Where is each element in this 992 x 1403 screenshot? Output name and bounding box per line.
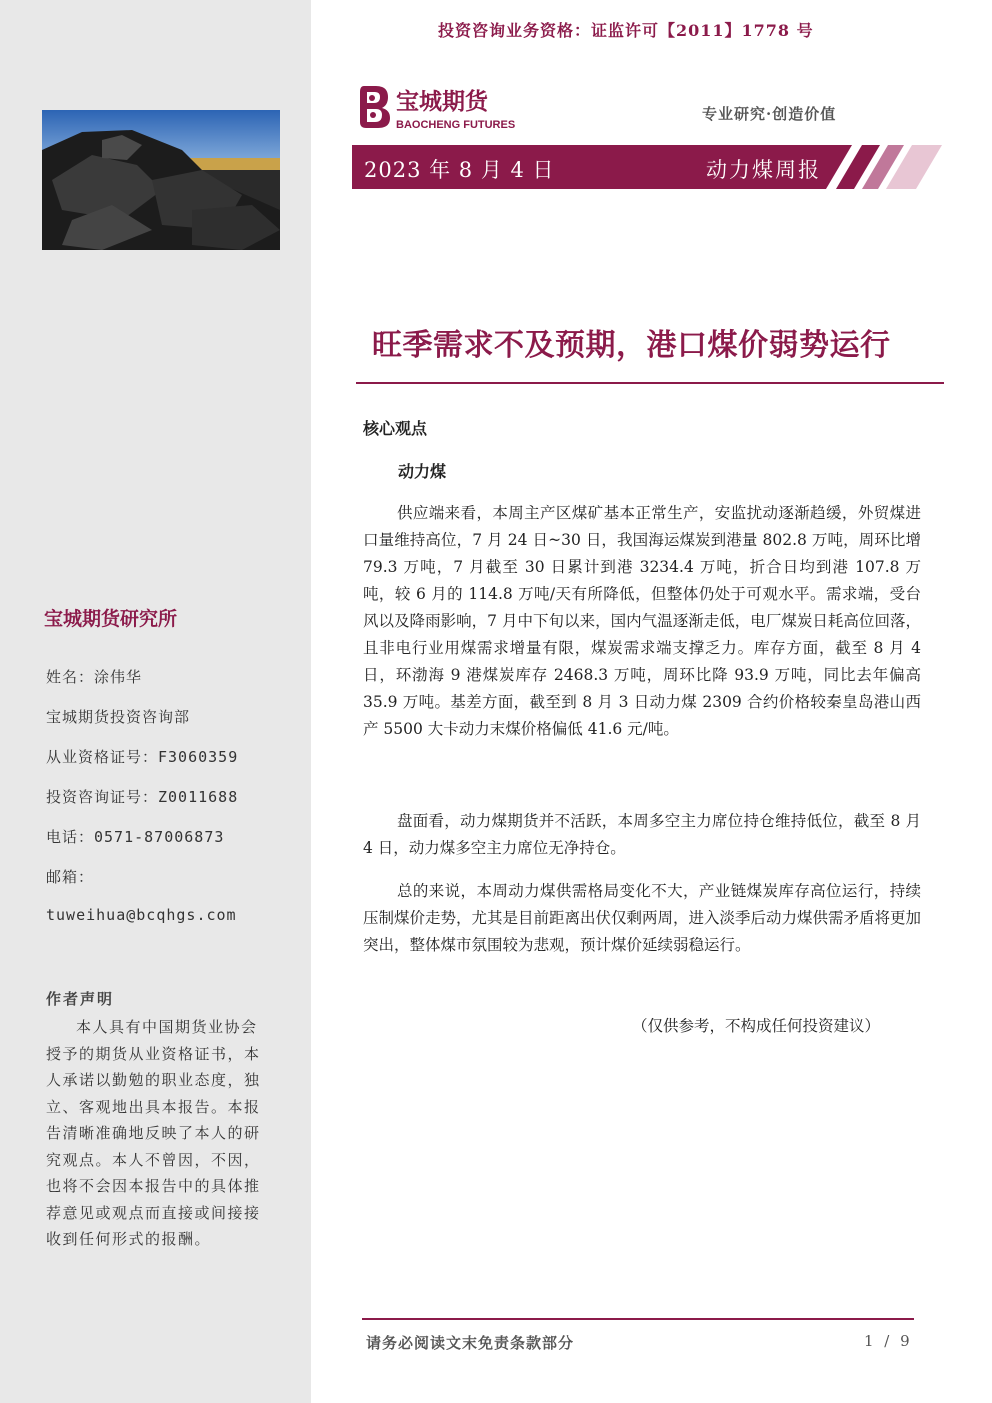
title-divider — [356, 382, 944, 384]
phone: 电话：0571-87006873 — [46, 828, 225, 846]
section-heading: 核心观点 — [363, 419, 428, 438]
qualification-number: 从业资格证号：F3060359 — [46, 748, 239, 766]
page-title: 旺季需求不及预期，港口煤价弱势运行 — [372, 328, 891, 363]
footer-divider — [362, 1318, 914, 1320]
logo-en-text: BAOCHENG FUTURES — [396, 119, 516, 131]
subsection-heading: 动力煤 — [398, 462, 447, 481]
paragraph-supply-demand: 供应端来看，本周主产区煤矿基本正常生产，安监扰动逐渐趋缓，外贸煤进口量维持高位，7 月 24 日~30 日，我国海运煤炭到港量 802.8 万吨，周环比增 79.3 万吨，7 月截至 30 日累计到港 3234.4 万吨，折合日均到港 107.8 万吨，较 6 月的 114.8 万吨/天有所降低，但整体仍处于可观水平。需求端，受台风以及降雨影响，7 月中下旬以来，国内气温逐渐走低，电厂煤炭日耗高位回落，且非电行业用煤需求增量有限，煤炭需求端支撑乏力。库存方面，截至 8 月 4 日，环渤海 9 港煤炭库存 2468.3 万吨，周环比降 93.9 万吨，同比去年偏高 35.9 万吨。基差方面，截至到 8 月 3 日动力煤 2309 合约价格较秦皇岛港山西产 5500 大卡动力末煤价格偏低 41.6 元/吨。 — [363, 504, 921, 738]
email-label: 邮箱： — [46, 868, 95, 886]
coal-pile-image — [42, 110, 280, 250]
consulting-number: 投资咨询证号：Z0011688 — [46, 788, 239, 806]
department: 宝城期货投资咨询部 — [46, 708, 191, 726]
paragraph-summary: 总的来说，本周动力煤供需格局变化不大，产业链煤炭库存高位运行，持续压制煤价走势，尤其是目前距离出伏仅剩两周，进入淡季后动力煤供需矛盾将更加突出，整体煤市氛围较为悲观，预计煤价延续弱稳运行。 — [363, 882, 922, 954]
report-date: 2023 年 8 月 4 日 — [364, 158, 555, 182]
page-number: 1 / 9 — [864, 1332, 913, 1350]
paragraph-futures: 盘面看，动力煤期货并不活跃，本周多空主力席位持仓维持低位，截至 8 月 4 日，动力煤多空主力席位无净持仓。 — [363, 812, 921, 857]
sidebar — [0, 0, 311, 1403]
license-line: 投资咨询业务资格：证监许可【2011】1778 号 — [438, 21, 814, 40]
slogan: 专业研究·创造价值 — [702, 105, 837, 123]
investment-disclaimer: （仅供参考，不构成任何投资建议） — [632, 1017, 881, 1035]
logo-mark-icon — [360, 86, 390, 128]
logo-cn-text: 宝城期货 — [396, 88, 488, 115]
email-address[interactable]: tuweihua@bcqhgs.com — [46, 906, 237, 924]
declaration-title: 作者声明 — [46, 990, 115, 1008]
declaration-text: 本人具有中国期货业协会授予的期货从业资格证书，本人承诺以勤勉的职业态度，独立、客观地出具本报告。本报告清晰准确地反映了本人的研究观点。本人不曾因，不因，也将不会因本报告中的具体推荐意见或观点而直接或间接接收到任何形式的报酬。 — [46, 1018, 261, 1248]
institute-name: 宝城期货研究所 — [44, 608, 178, 630]
company-logo — [358, 82, 528, 136]
footer-note: 请务必阅读文末免责条款部分 — [366, 1334, 575, 1352]
author-name: 姓名：涂伟华 — [46, 668, 143, 686]
report-type: 动力煤周报 — [706, 158, 821, 182]
